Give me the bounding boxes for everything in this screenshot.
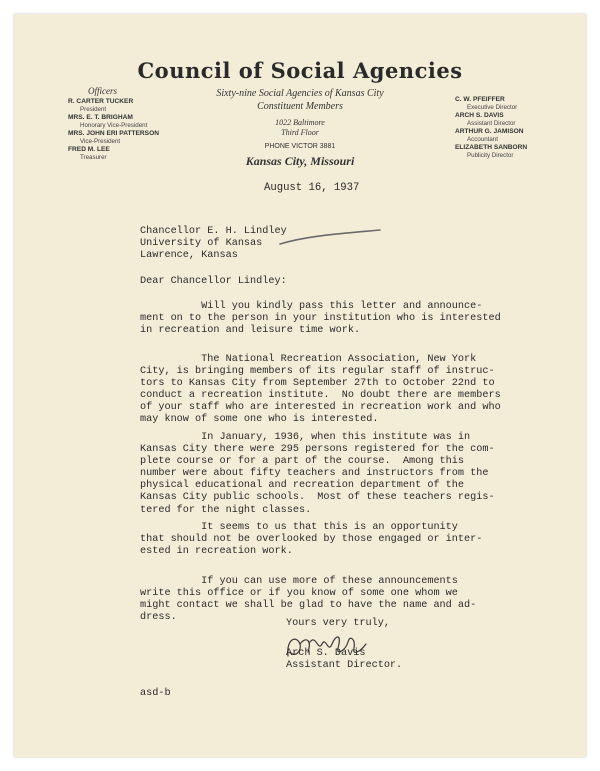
org-constituent: Constituent Members — [257, 101, 343, 112]
officer-name: ARCH S. DAVIS — [455, 112, 504, 119]
recipient-block — [140, 226, 287, 263]
letter-page — [14, 14, 586, 757]
org-city: Kansas City, Missouri — [245, 154, 355, 168]
org-subtitle: Sixty-nine Social Agencies of Kansas City — [216, 88, 384, 99]
org-name: Council of Social Agencies — [137, 58, 463, 83]
signer-name: Arch S. Davis — [286, 648, 366, 659]
officer-title: Publicity Director — [467, 152, 514, 159]
officer-title: Executive Director — [467, 104, 518, 111]
officer-name: R. CARTER TUCKER — [68, 98, 134, 105]
officer-entry — [68, 98, 248, 113]
officer-name: ELIZABETH SANBORN — [455, 144, 528, 151]
officer-entry — [68, 114, 248, 129]
officer-title: Accountant — [467, 136, 498, 143]
officer-title: Vice-President — [80, 138, 121, 145]
body-paragraph: It seems to us that this is an opportunity that should not be overlooked by those engaged or inter- ested in recreation work. — [140, 522, 483, 558]
officer-title: Treasurer — [80, 154, 107, 161]
officer-entry — [455, 96, 580, 111]
body-paragraph: If you can use more of these announcements write this office or if you know of some one whom we might contact we shall be glad to have the name and ad- dress. — [140, 576, 477, 624]
officer-name: MRS. JOHN ERI PATTERSON — [68, 130, 159, 137]
pencil-mark — [276, 226, 386, 248]
salutation: Dear Chancellor Lindley: — [140, 276, 287, 287]
officer-entry — [455, 144, 580, 159]
recipient-line: Chancellor E. H. Lindley — [140, 226, 287, 237]
body-paragraph: The National Recreation Association, New York City, is bringing members of its regular staff of instruc- tors to Kansas City from September 27th to October 22nd to conduct a recreation institute. No doubt there are members of your staff who are interested in recreation work and who may know of some one who is interested. — [140, 354, 501, 426]
signature-block — [286, 648, 402, 672]
letter-date: August 16, 1937 — [264, 182, 360, 194]
typist-initials: asd-b — [140, 688, 171, 699]
body-paragraph: In January, 1936, when this institute was in Kansas City there were 295 persons registered for the com- plete course or for a part of the course. Among this number were about fifty teachers and instructors from the physical educational and recreation department of the Kansas City public schools. Most of these teachers regis- tered for the night classes. — [140, 432, 495, 516]
officer-name: MRS. E. T. BRIGHAM — [68, 114, 133, 121]
org-phone: PHONE VICTOR 3881 — [264, 143, 336, 150]
org-address-line2: Third Floor — [281, 128, 319, 137]
closing: Yours very truly, — [286, 618, 390, 629]
officer-title: Honorary Vice-President — [80, 122, 148, 129]
officer-entry — [455, 112, 580, 127]
officers-heading: Officers — [88, 86, 117, 96]
recipient-line: University of Kansas — [140, 238, 263, 250]
signer-title: Assistant Director. — [286, 660, 403, 672]
officer-name: ARTHUR G. JAMISON — [455, 128, 524, 135]
officer-name: C. W. PFEIFFER — [455, 96, 505, 103]
officers-left — [68, 86, 248, 162]
officer-entry — [68, 130, 248, 145]
officer-name: FRED M. LEE — [68, 146, 110, 153]
officer-entry — [68, 146, 248, 161]
officers-right — [455, 96, 580, 160]
officer-entry — [455, 128, 580, 143]
org-address-line1: 1022 Baltimore — [275, 118, 325, 127]
officer-title: Assistant Director — [467, 120, 516, 127]
recipient-line: Lawrence, Kansas — [140, 250, 238, 262]
body-paragraph: Will you kindly pass this letter and announce- ment on to the person in your institution who is interested in recreation and leisure time work. — [140, 301, 501, 337]
officer-title: President — [80, 106, 107, 113]
